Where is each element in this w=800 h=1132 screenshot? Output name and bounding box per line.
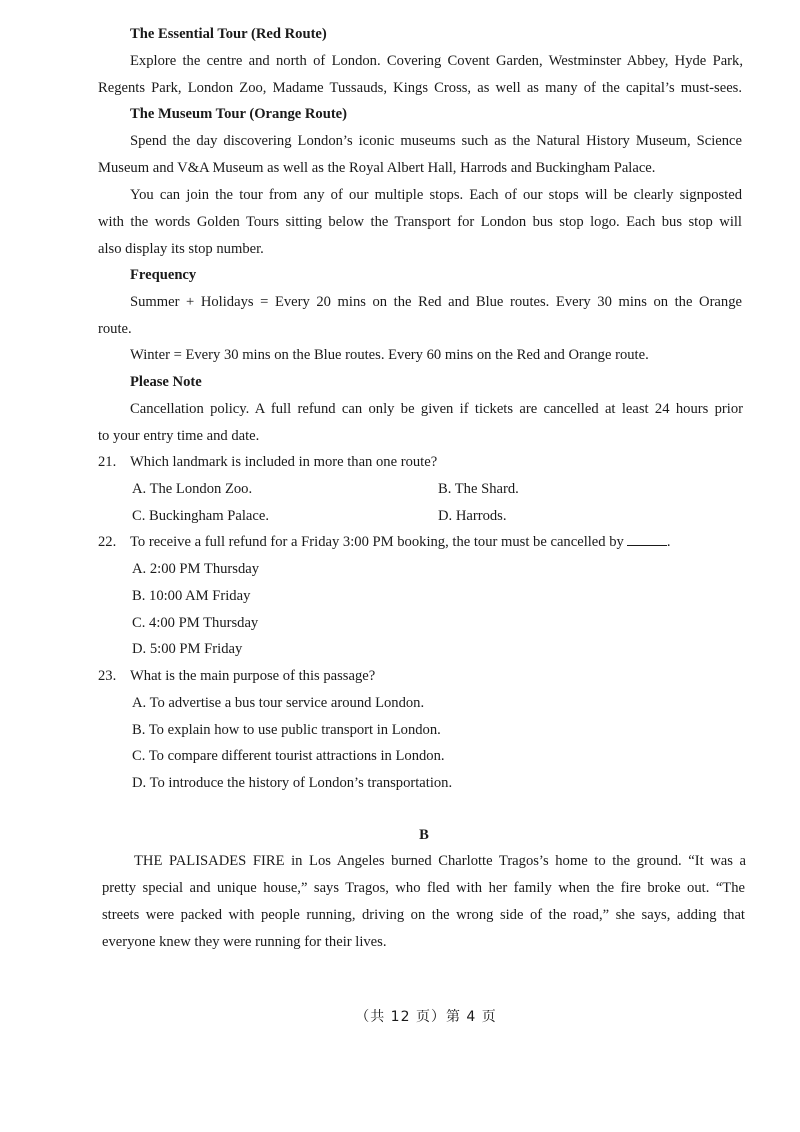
- q23-option-d[interactable]: D. To introduce the history of London’s transportation.: [132, 775, 453, 791]
- stops-line-3: also display its stop number.: [98, 241, 264, 257]
- frequency-summer-line-1: Summer + Holidays = Every 20 mins on the Red and Blue routes. Every 30 mins on the Orange: [130, 294, 742, 310]
- q21-option-d[interactable]: D. Harrods.: [438, 508, 507, 524]
- orange-route-heading: The Museum Tour (Orange Route): [130, 106, 348, 122]
- orange-route-line-2: Museum and V&A Museum as well as the Royal Albert Hall, Harrods and Buckingham Palace.: [98, 160, 656, 176]
- question-number: 23.: [98, 668, 117, 684]
- note-line-2: to your entry time and date.: [98, 428, 260, 444]
- frequency-winter-line: Winter = Every 30 mins on the Blue routes. Every 60 mins on the Red and Orange route.: [130, 347, 649, 363]
- page-footer: （共 12 页）第 4 页: [355, 1009, 497, 1025]
- question-21: [98, 453, 437, 471]
- note-line-1: Cancellation policy. A full refund can only be given if tickets are cancelled at least 24 hours prior: [130, 401, 743, 417]
- passage-b-line-1: THE PALISADES FIRE in Los Angeles burned Charlotte Tragos’s home to the ground. “It was a: [134, 853, 746, 869]
- q22-option-a[interactable]: A. 2:00 PM Thursday: [132, 561, 260, 577]
- q22-option-c[interactable]: C. 4:00 PM Thursday: [132, 615, 259, 631]
- passage-b-line-2: pretty special and unique house,” says Tragos, who fled with her family when the fire broke out. “The: [102, 880, 745, 896]
- q21-option-b[interactable]: B. The Shard.: [438, 481, 519, 497]
- q23-option-b[interactable]: B. To explain how to use public transport in London.: [132, 722, 441, 738]
- passage-b-label: B: [419, 827, 429, 843]
- question-23: [98, 667, 375, 685]
- answer-blank[interactable]: [627, 533, 667, 546]
- frequency-summer-line-2: route.: [98, 321, 132, 337]
- q23-option-a[interactable]: A. To advertise a bus tour service around London.: [132, 695, 425, 711]
- stops-line-2: with the words Golden Tours sitting below the Transport for London bus stop logo. Each bus stop will: [98, 214, 742, 230]
- q21-option-a[interactable]: A. The London Zoo.: [132, 481, 253, 497]
- question-text: What is the main purpose of this passage?: [130, 668, 376, 684]
- question-number: 22.: [98, 534, 117, 550]
- red-route-line-2: Regents Park, London Zoo, Madame Tussauds, Kings Cross, as well as many of the capital’s must-sees.: [98, 80, 742, 96]
- red-route-line-1: Explore the centre and north of London. Covering Covent Garden, Westminster Abbey, Hyde Park,: [130, 53, 743, 69]
- red-route-heading: The Essential Tour (Red Route): [130, 26, 327, 42]
- stops-line-1: You can join the tour from any of our multiple stops. Each of our stops will be clearly signposted: [130, 187, 742, 203]
- q22-option-b[interactable]: B. 10:00 AM Friday: [132, 588, 251, 604]
- q22-option-d[interactable]: D. 5:00 PM Friday: [132, 641, 243, 657]
- question-end-punctuation: .: [666, 534, 671, 550]
- question-text: Which landmark is included in more than one route?: [130, 454, 438, 470]
- passage-b-line-3: streets were packed with people running, driving on the wrong side of the road,” she says, adding that: [102, 907, 745, 923]
- question-number: 21.: [98, 454, 117, 470]
- passage-b-line-4: everyone knew they were running for their lives.: [102, 934, 387, 950]
- q21-option-c[interactable]: C. Buckingham Palace.: [132, 508, 269, 524]
- orange-route-line-1: Spend the day discovering London’s iconic museums such as the Natural History Museum, Science: [130, 133, 742, 149]
- frequency-heading: Frequency: [130, 267, 197, 283]
- q23-option-c[interactable]: C. To compare different tourist attractions in London.: [132, 748, 445, 764]
- question-text: To receive a full refund for a Friday 3:00 PM booking, the tour must be cancelled by: [130, 534, 624, 550]
- question-22: [98, 533, 670, 551]
- note-heading: Please Note: [130, 374, 202, 390]
